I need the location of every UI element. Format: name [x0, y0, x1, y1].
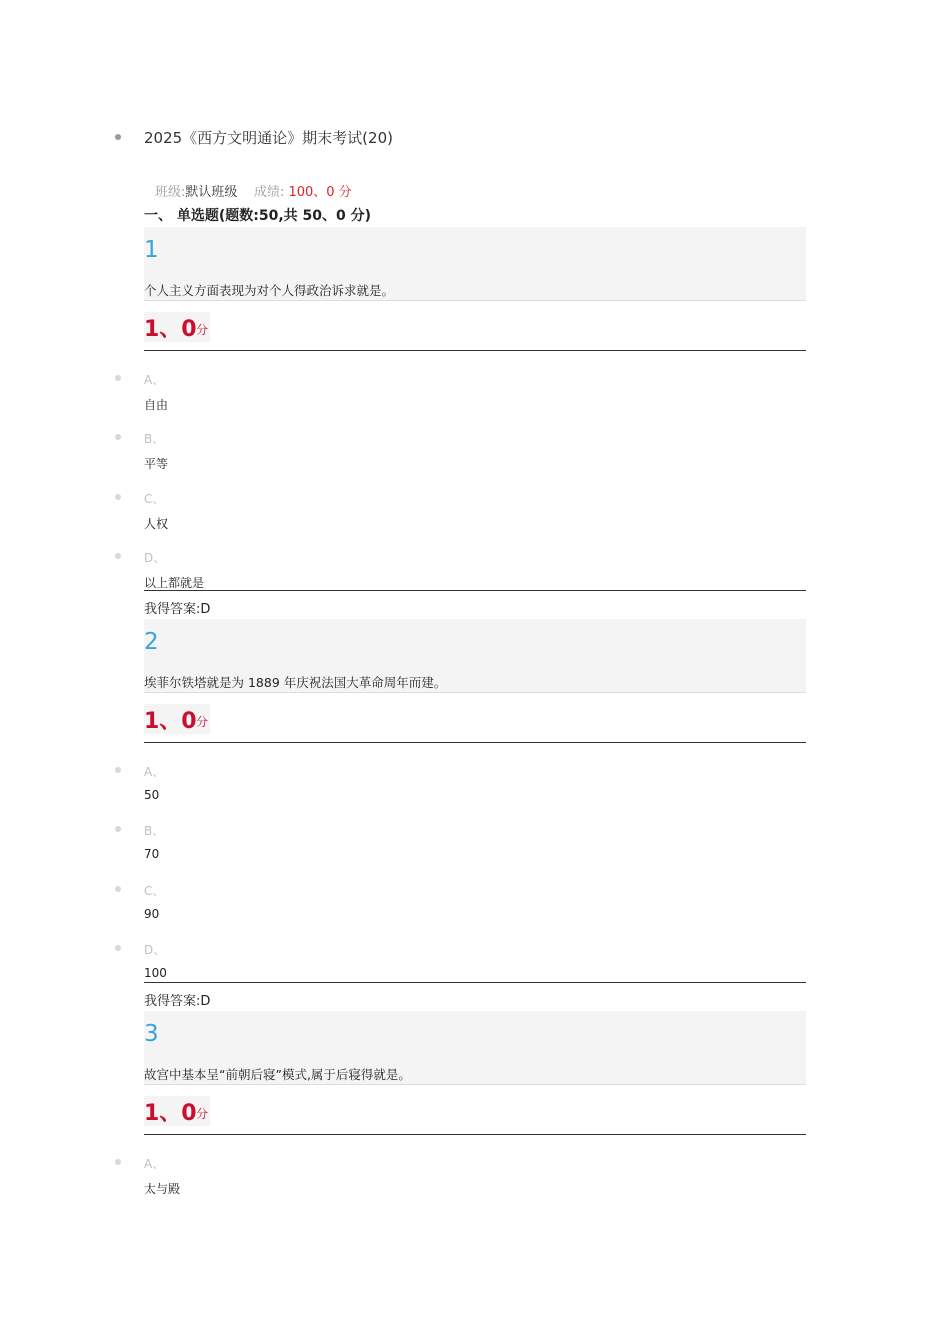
option-label: A、: [144, 765, 165, 779]
option-label: C、: [144, 884, 165, 898]
option-text[interactable]: 人权: [144, 517, 169, 531]
option-text[interactable]: 70: [144, 847, 160, 861]
option-label: B、: [144, 432, 165, 446]
my-answer: 我得答案:D: [144, 994, 211, 1009]
option-label: D、: [144, 943, 166, 957]
question-number: 2: [144, 629, 159, 655]
score-value: 100、0 分: [288, 185, 352, 200]
option-text[interactable]: 以上都就是: [144, 576, 205, 590]
divider: [144, 300, 806, 301]
score-label: 成绩:: [253, 185, 285, 200]
option-bullet: [115, 553, 121, 559]
option-text[interactable]: 平等: [144, 457, 169, 471]
option-text[interactable]: 100: [144, 966, 167, 980]
question-number: 3: [144, 1021, 159, 1047]
score-unit: 分: [196, 715, 209, 729]
question-number: 1: [144, 237, 159, 263]
question-score: [144, 1096, 210, 1126]
score-number: 1、0: [144, 1101, 197, 1126]
question-score: [144, 312, 210, 342]
divider: [144, 350, 806, 351]
score-number: 1、0: [144, 709, 197, 734]
divider: [144, 590, 806, 591]
option-bullet: [115, 767, 121, 773]
option-label: D、: [144, 551, 166, 565]
option-bullet: [115, 494, 121, 500]
score-unit: 分: [196, 1107, 209, 1121]
question-text: 个人主义方面表现为对个人得政治诉求就是。: [144, 283, 395, 298]
option-label: A、: [144, 1157, 165, 1171]
divider: [144, 742, 806, 743]
divider: [144, 1134, 806, 1135]
score-unit: 分: [196, 323, 209, 337]
exam-meta: [155, 181, 352, 200]
option-text[interactable]: 50: [144, 788, 160, 802]
score-number: 1、0: [144, 317, 197, 342]
option-bullet: [115, 375, 121, 381]
option-label: A、: [144, 373, 165, 387]
option-label: C、: [144, 492, 165, 506]
class-label: 班级:: [155, 185, 186, 200]
title-bullet: [115, 134, 121, 140]
option-bullet: [115, 1159, 121, 1165]
question-text: 故宫中基本呈“前朝后寝”模式,属于后寝得就是。: [144, 1067, 411, 1082]
option-text[interactable]: 太与殿: [144, 1182, 181, 1196]
option-text[interactable]: 90: [144, 907, 160, 921]
option-bullet: [115, 886, 121, 892]
divider: [144, 692, 806, 693]
exam-title: 2025《西方文明通论》期末考试(20): [144, 129, 393, 147]
option-bullet: [115, 434, 121, 440]
option-label: B、: [144, 824, 165, 838]
divider: [144, 982, 806, 983]
option-bullet: [115, 945, 121, 951]
section-title: 一、 单选题(题数:50,共 50、0 分): [144, 208, 372, 224]
option-text[interactable]: 自由: [144, 398, 169, 412]
question-text: 埃菲尔铁塔就是为 1889 年庆祝法国大革命周年而建。: [144, 675, 447, 690]
divider: [144, 1084, 806, 1085]
my-answer: 我得答案:D: [144, 602, 211, 617]
question-score: [144, 704, 210, 734]
class-value: 默认班级: [185, 185, 238, 200]
option-bullet: [115, 826, 121, 832]
